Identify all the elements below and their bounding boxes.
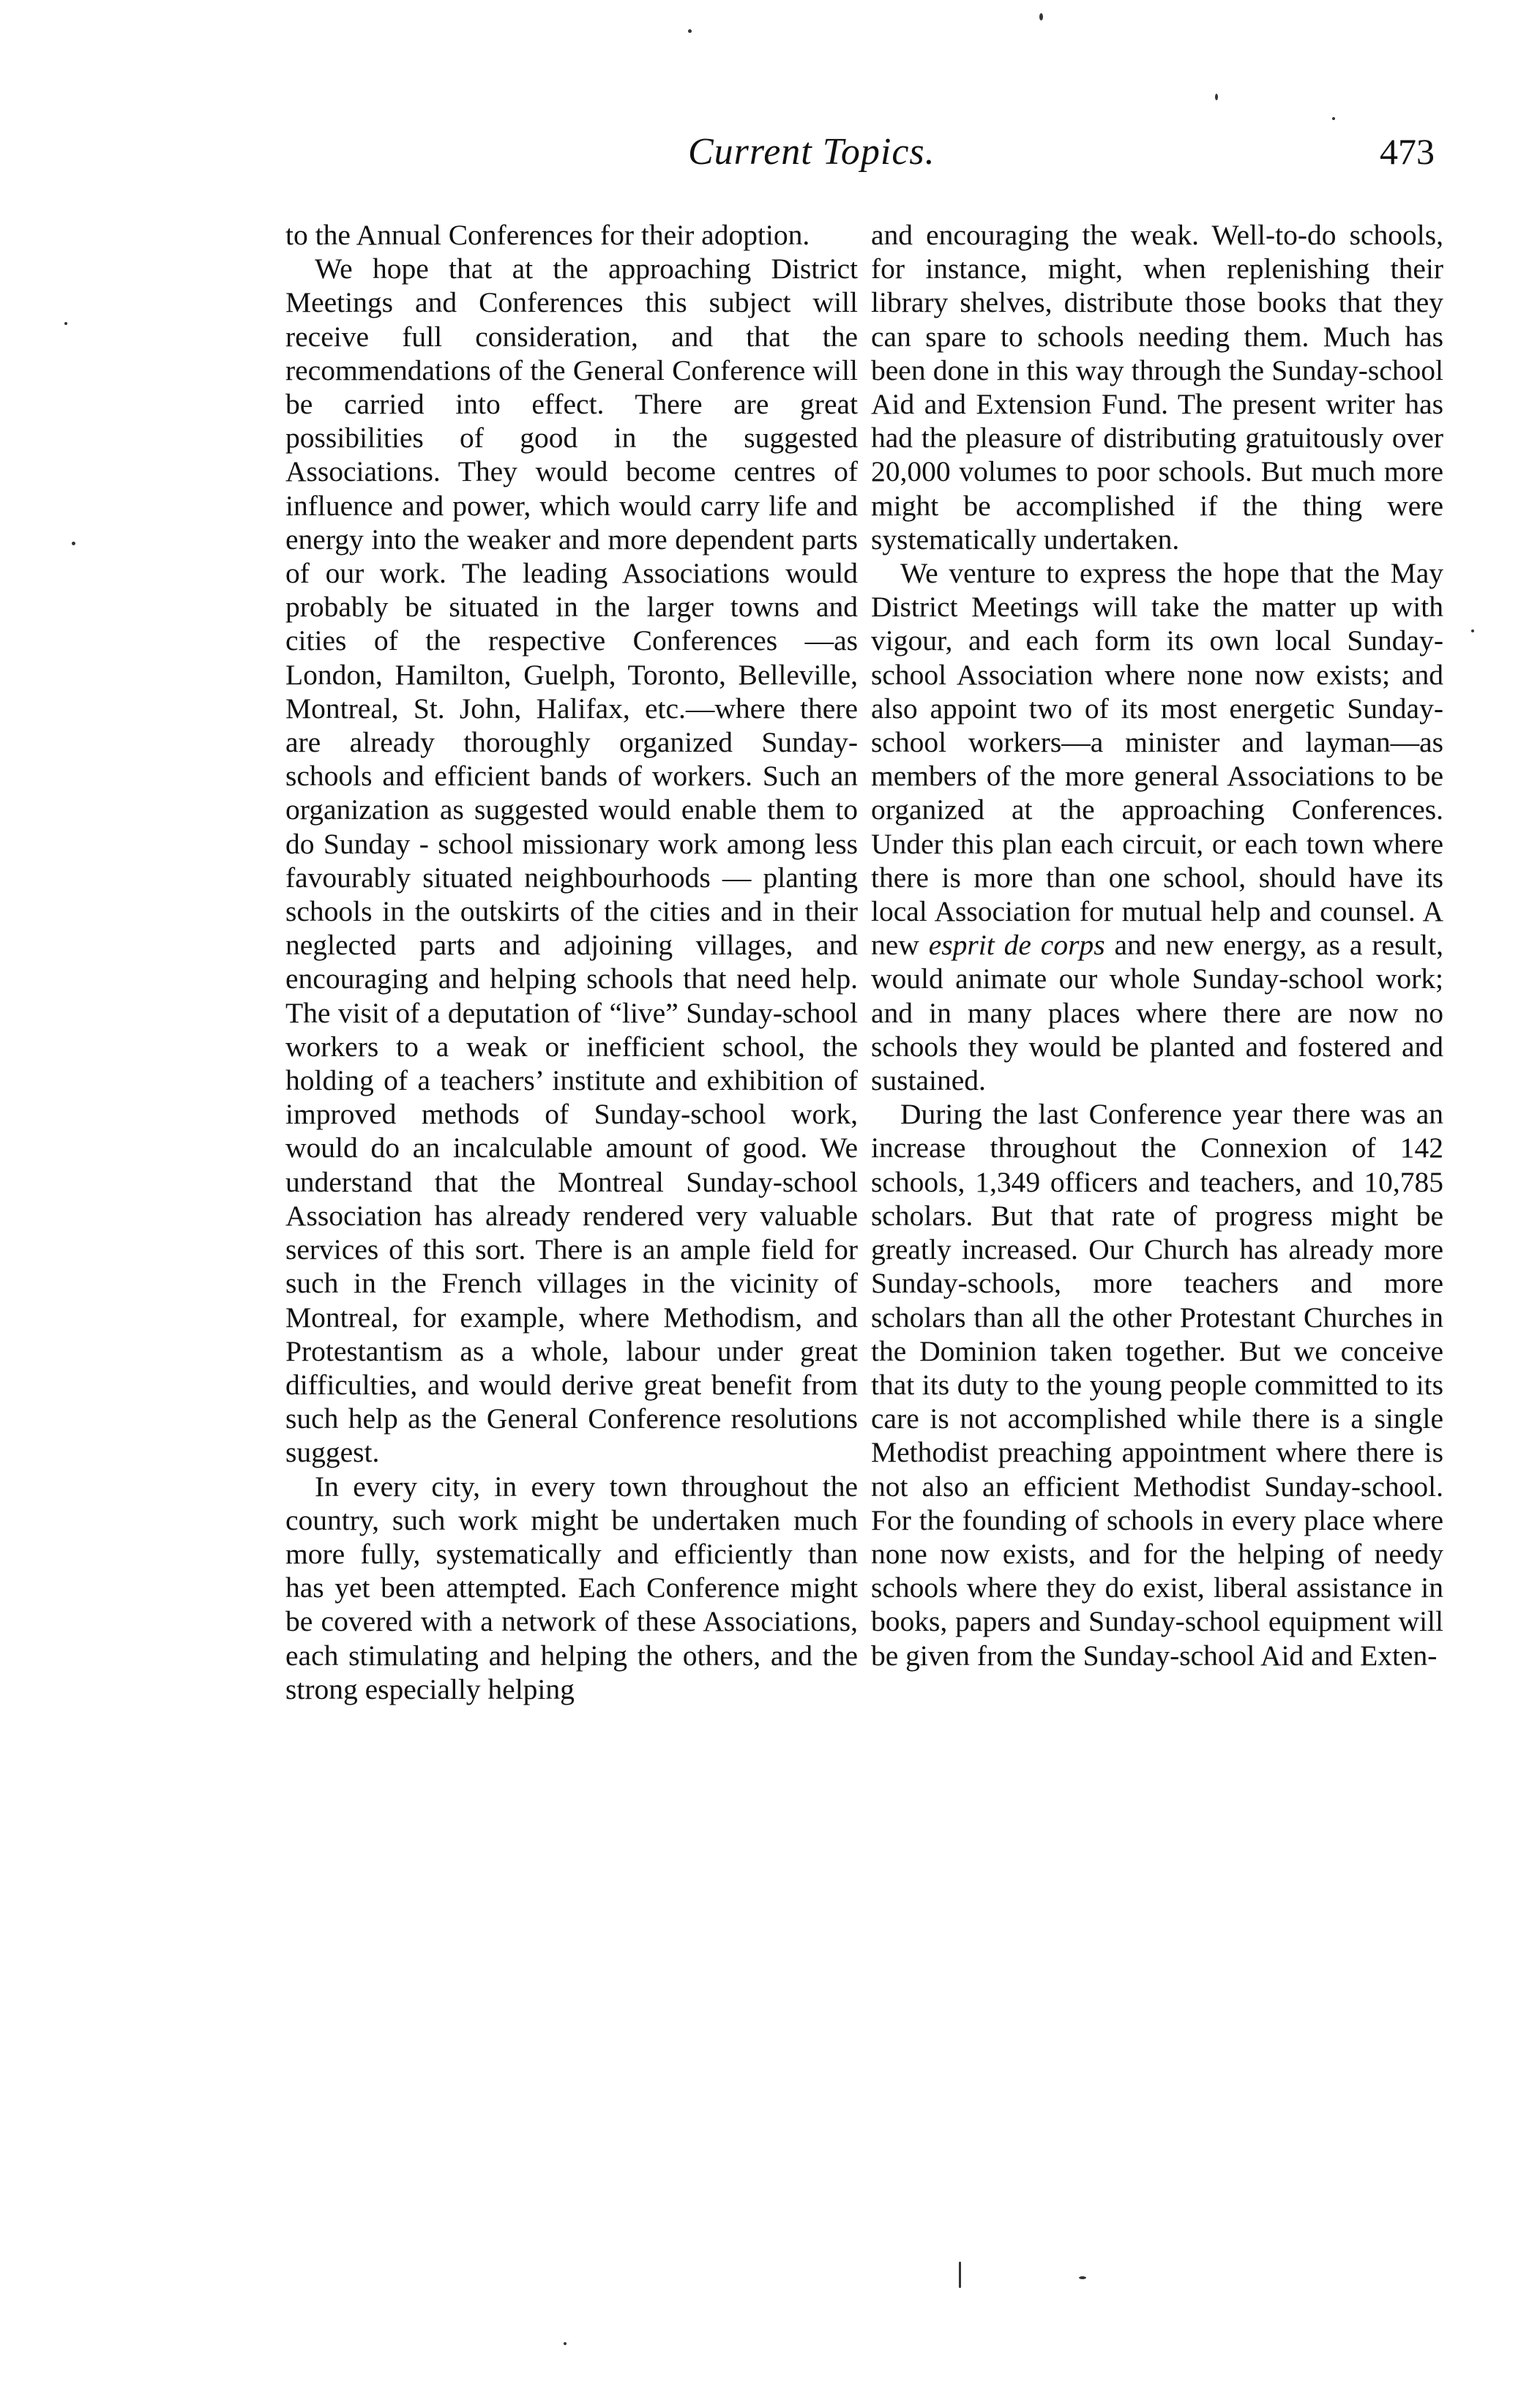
right-column bbox=[871, 218, 1443, 1672]
paragraph bbox=[871, 556, 1443, 1097]
scan-speck bbox=[1079, 2276, 1086, 2279]
page-number: 473 bbox=[1380, 131, 1435, 172]
paragraph-text: We venture to express the hope that the May District Meetings will take the matter up with vigour, and each form its own local Sunday-school Association where none now exists; and also appoint two of its most energetic Sunday-school workers—a minister and layman—as members of the more general Associations to be organized at the approaching Conferences. Under this plan each circuit, or each town where there is more than one school, should have its local Association for mutual help and counsel. A new bbox=[871, 557, 1443, 962]
paragraph: and encouraging the weak. Well-to-do schools, for instance, might, when replenishing their library shelves, distribute those books that they can spare to schools needing them. Much has been done in this way through the Sunday-school Aid and Extension Fund. The present writer has had the pleasure of distributing gratuitously over 20,000 volumes to poor schools. But much more might be accomplished if the thing were systematically undertaken. bbox=[871, 219, 1443, 556]
paragraph-text: and new energy, as a result, would animate our whole Sunday-school work; and in many places where there are now no schools they would be planted and fostered and sustained. bbox=[871, 929, 1443, 1097]
scan-speck bbox=[72, 542, 75, 545]
left-column bbox=[285, 218, 858, 1706]
running-title: Current Topics. bbox=[688, 131, 935, 173]
paragraph: In every city, in every town throughout the country, such work might be undertaken much more fully, systematically and efficiently than has yet been attempted. Each Conference might be covered with a network of these Associations, each stimulating and helping the others, and the strong especially helping bbox=[285, 1470, 858, 1705]
paragraph: We hope that at the approaching District Meetings and Conferences this subject will receive full consideration, and that the recommendations of the General Conference will be carried into effect. There are great possibilities of good in the suggested Associations. They would become centres of influence and power, which would carry life and energy into the weaker and more dependent parts of our work. The leading Associations would probably be situated in the larger towns and cities of the respective Conferences —as London, Hamilton, Guelph, Toronto, Belleville, Montreal, St. John, Halifax, etc.—where there are already thoroughly organized Sunday-schools and efficient bands of workers. Such an organization as suggested would enable them to do Sunday - school missionary work among less favourably situated neighbourhoods — planting schools in the outskirts of the cities and in their neglected parts and adjoining villages, and encouraging and helping schools that need help. The visit of a deputation of “live” Sunday-school workers to a weak or inefficient school, the holding of a teachers’ institute and exhibition of improved methods of Sunday-school work, would do an incalculable amount of good. We understand that the Montreal Sunday-school Association has already rendered very valuable services of this sort. There is an ample field for such in the French villages in the vicinity of Montreal, for example, where Methodism, and Protestantism as a whole, labour under great difficulties, and would derive great benefit from such help as the General Conference resolutions suggest. bbox=[285, 253, 858, 1469]
scan-speck bbox=[1039, 13, 1043, 20]
scan-speck bbox=[1215, 94, 1218, 100]
scan-speck bbox=[64, 322, 67, 325]
paragraph: to the Annual Conferences for their adoption. bbox=[285, 219, 810, 251]
scan-speck bbox=[959, 2262, 961, 2288]
scan-speck bbox=[1471, 629, 1474, 632]
running-head bbox=[278, 130, 1435, 189]
italic-phrase: esprit de corps bbox=[928, 929, 1105, 962]
paragraph: During the last Conference year there was an increase throughout the Connexion of 142 schools, 1,349 officers and teachers, and 10,785 scholars. But that rate of progress might be greatly increased. Our Church has already more Sunday-schools, more teachers and more scholars than all the other Protestant Churches in the Dominion taken together. But we conceive that its duty to the young people committed to its care is not accomplished while there is a single Methodist preaching appointment where there is not also an efficient Methodist Sunday-school. For the founding of schools in every place where none now exists, and for the helping of needy schools where they do exist, liberal assistance in books, papers and Sunday-school equipment will be given from the Sunday-school Aid and Exten- bbox=[871, 1098, 1443, 1672]
scan-speck bbox=[1332, 117, 1335, 120]
scan-speck bbox=[564, 2342, 567, 2345]
scan-speck bbox=[688, 29, 692, 33]
